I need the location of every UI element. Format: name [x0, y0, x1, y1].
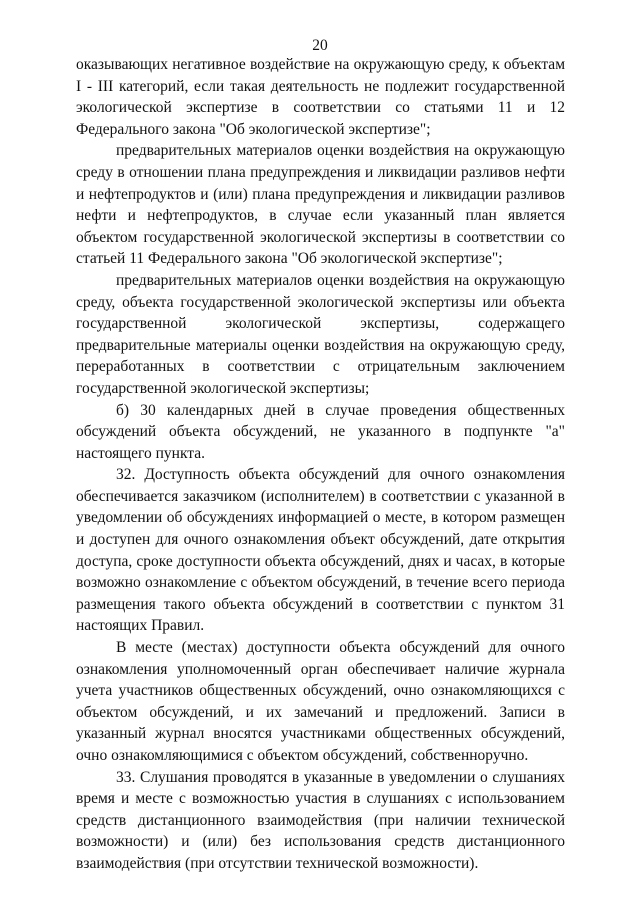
paragraph-oos-materials-reworked: предварительных материалов оценки воздействия на окружающую среду, объекта государственной экологической экспертизы или объекта государственной экологической экспертизы, содержащего предварительные материалы оценки воздействия на окружающую среду, переработанных в соответствии с отрицательным заключением государственной экологической экспертизы; [76, 271, 565, 397]
paragraph-subitem-b: б) 30 календарных дней в случае проведения общественных обсуждений объекта обсуждений, не указанного в подпункте "а" настоящего пункта. [76, 401, 565, 462]
paragraph-item-33: 33. Слушания проводятся в указанные в уведомлении о слушаниях время и месте с возможностью участия в слушаниях с использованием средств дистанционного взаимодействия (при наличии технической возможности) и (или) без использования средств дистанционного взаимодействия (при отсутствии технической возможности). [76, 768, 565, 872]
paragraph-oos-materials-oil-spill-plan: предварительных материалов оценки воздействия на окружающую среду в отношении плана предупреждения и ликвидации разливов нефти и нефтепродуктов и (или) плана предупреждения и ликвидации разливов нефти и нефтепродуктов, в случае если указанный план является объектом государственной экологической экспертизы в соответствии со статьей 11 Федерального закона "Об экологической экспертизе"; [76, 142, 565, 268]
document-body [76, 54, 565, 875]
paragraph-item-32: 32. Доступность объекта обсуждений для очного ознакомления обеспечивается заказчиком (исполнителем) в соответствии с указанной в уведомлении об обсуждениях информацией о месте, в котором размещен и доступен для очного ознакомления объект обсуждений, дате открытия доступа, сроке доступности объекта обсуждений, днях и часах, в которые возможно ознакомление с объектом обсуждений, в течение всего периода размещения такого объекта обсуждений в соответствии с пунктом 31 настоящих Правил. [76, 466, 565, 635]
paragraph-continuation: оказывающих негативное воздействие на окружающую среду, к объектам I - III категорий, если такая деятельность не подлежит государственной экологической экспертизе в соответствии со статьями 11 и 12 Федерального закона "Об экологической экспертизе"; [76, 56, 565, 138]
page-number: 20 [312, 37, 328, 54]
paragraph-journal: В месте (местах) доступности объекта обсуждений для очного ознакомления уполномоченный орган обеспечивает наличие журнала учета участников общественных обсуждений, очно ознакомляющихся с объектом обсуждений, и их замечаний и предложений. Записи в указанный журнал вносятся участниками общественных обсуждений, очно ознакомляющимися с объектом обсуждений, собственноручно. [76, 639, 565, 764]
